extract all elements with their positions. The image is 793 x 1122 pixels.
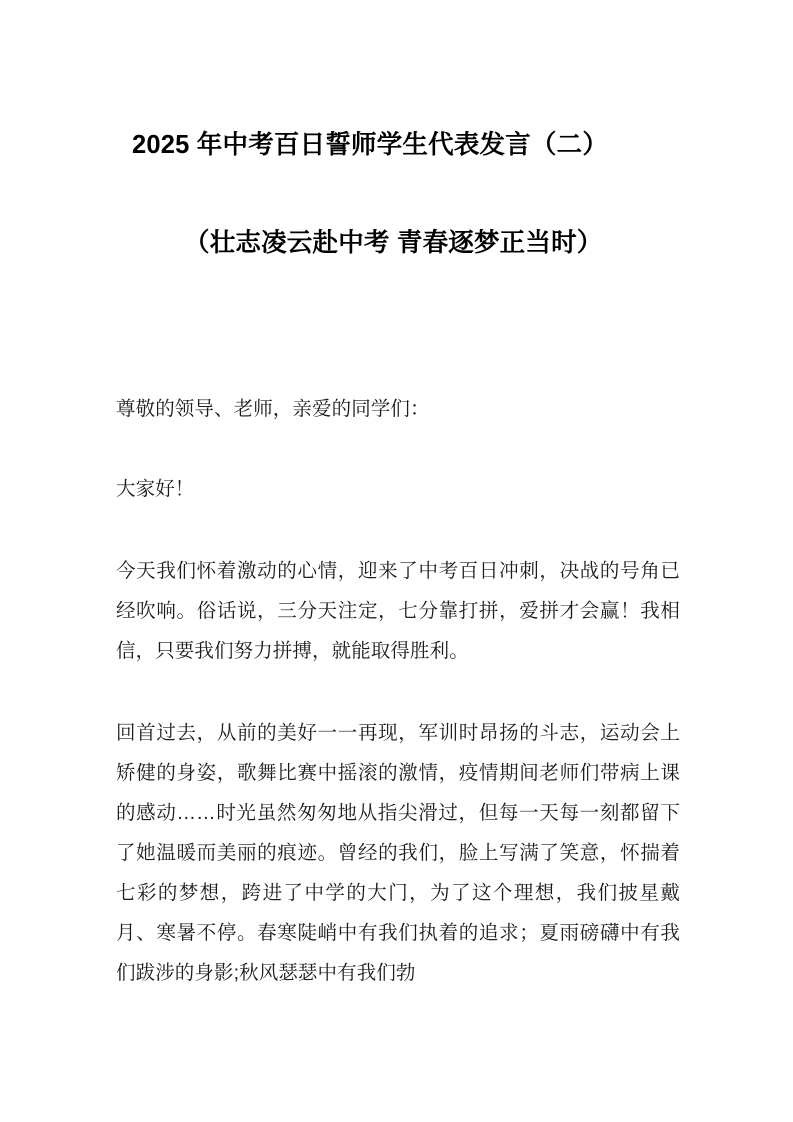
page-title: 2025 年中考百日誓师学生代表发言（二） [132,131,609,159]
document-content [116,0,680,993]
page-subtitle: （壮志凌云赴中考 青春逐梦正当时） [184,228,603,257]
paragraph-greeting: 尊敬的领导、老师，亲爱的同学们： [116,398,430,421]
paragraph-hello: 大家好！ [116,478,195,501]
paragraph-body-2: 回首过去，从前的美好一一再现，军训时昂扬的斗志，运动会上矫健的身姿，歌舞比赛中摇滚的激情，疫情期间老师们带病上课的感动……时光虽然匆匆地从指尖滑过，但每一天每一刻都留下了她温暖而美丽的痕迹。曾经的我们，脸上写满了笑意，怀揣着七彩的梦想，跨进了中学的大门，为了这个理想，我们披星戴月、寒暑不停。春寒陡峭中有我们执着的追求；夏雨磅礴中有我们跋涉的身影;秋风瑟瑟中有我们勃 [116,722,680,985]
paragraph-body-1: 今天我们怀着激动的心情，迎来了中考百日冲刺，决战的号角已经吹响。俗话说，三分天注定，七分靠打拼，爱拼才会赢！我相信，只要我们努力拼搏，就能取得胜利。 [116,560,680,663]
